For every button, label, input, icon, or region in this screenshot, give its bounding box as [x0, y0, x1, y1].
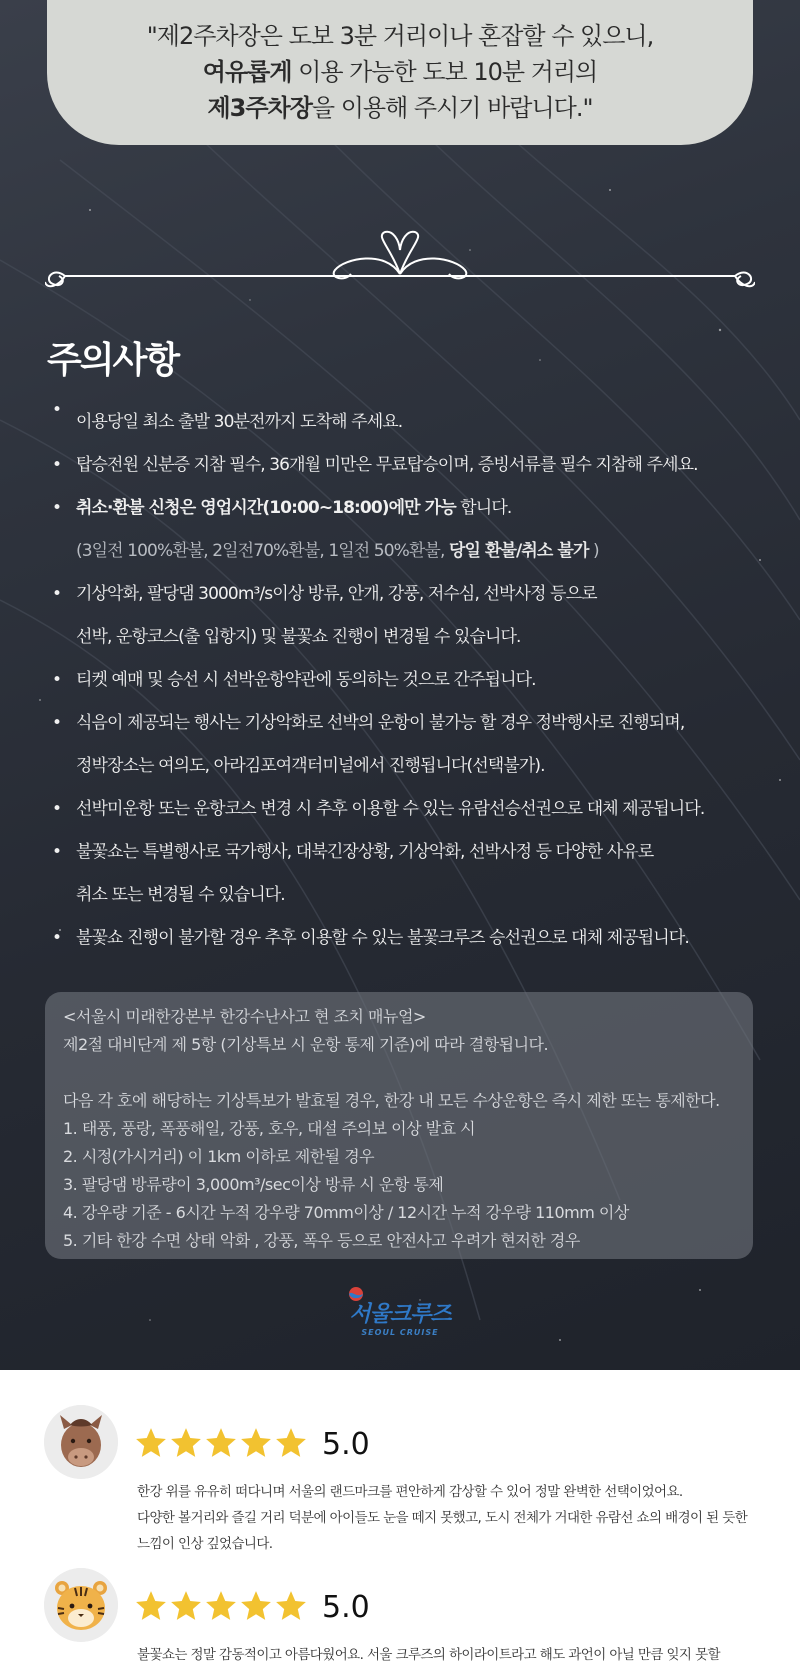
notice-text: 기상악화, 팔당댐 3000m³/s이상 방류, 안개, 강풍, 저수심, 선박사정 등으로 [76, 584, 597, 604]
star-icon [169, 1589, 203, 1623]
notice-text: 티켓 예매 및 승선 시 선박운항약관에 동의하는 것으로 간주됩니다. [76, 670, 536, 690]
notice-item-refund [52, 487, 772, 573]
notice-item [52, 788, 772, 831]
notice-item [52, 702, 772, 788]
star-icon [274, 1589, 308, 1623]
manual-line: 2. 시정(가시거리) 이 1km 이하로 제한될 경우 [63, 1147, 375, 1166]
bullet-icon: • [52, 670, 62, 690]
safety-manual-box [45, 992, 753, 1259]
review-text [137, 1479, 777, 1557]
quote-line-3 [47, 90, 753, 126]
star-icon [274, 1426, 308, 1460]
quote-emphasis-1: 여유롭게 [202, 58, 292, 86]
star-icon [204, 1426, 238, 1460]
bullet-icon: • [52, 799, 62, 819]
notice-item [52, 659, 772, 702]
review-score: 5.0 [322, 1427, 370, 1462]
refund-policy-end: ) [588, 541, 599, 561]
review-line: 불꽃쇼는 정말 감동적이고 아름다웠어요. 서울 크루즈의 하이라이트라고 해도 과언이 아닐 만큼 잊지 못할 [137, 1647, 720, 1661]
notice-text: 취소 또는 변경될 수 있습니다. [76, 885, 285, 905]
bullet-icon: • [52, 400, 62, 420]
notice-title: 주의사항 [47, 340, 179, 381]
star-icon [134, 1426, 168, 1460]
quote-line-3-text: 을 이용해 주시기 바랍니다." [311, 94, 593, 122]
notice-item [52, 444, 772, 487]
horse-avatar [44, 1405, 118, 1479]
manual-line [63, 1059, 735, 1087]
refund-policy-emphasis: 당일 환불/취소 불가 [448, 541, 589, 561]
notice-text: 불꽃쇼는 특별행사로 국가행사, 대북긴장상황, 기상악화, 선박사정 등 다양한 사유로 [76, 842, 654, 862]
manual-line: 4. 강우량 기준 - 6시간 누적 강우량 70mm이상 / 12시간 누적 강우량 110mm 이상 [63, 1203, 629, 1222]
bullet-icon: • [52, 713, 62, 733]
manual-line: <서울시 미래한강본부 한강수난사고 현 조치 매뉴얼> [63, 1007, 426, 1026]
review-line: 한강 위를 유유히 떠다니며 서울의 랜드마크를 편안하게 감상할 수 있어 정말 완벽한 선택이었어요. [137, 1484, 683, 1500]
tiger-icon [44, 1568, 118, 1642]
notice-text: 이용당일 최소 출발 30분전까지 도착해 주세요. [76, 412, 403, 432]
star-rating [134, 1425, 309, 1461]
manual-line: 다음 각 호에 해당하는 기상특보가 발효될 경우, 한강 내 모든 수상운항은 즉시 제한 또는 통제한다. [63, 1091, 720, 1110]
review-text [137, 1642, 777, 1661]
seoul-cruise-logo [330, 1283, 470, 1339]
horse-icon [44, 1405, 118, 1479]
quote-emphasis-2: 제3주차장 [207, 94, 312, 122]
quote-line-1: "제2주차장은 도보 3분 거리이나 혼잡할 수 있으니, [146, 22, 654, 50]
quote-line-2 [47, 54, 753, 90]
notice-text: 불꽃쇼 진행이 불가할 경우 추후 이용할 수 있는 불꽃크루즈 승선권으로 대체 제공됩니다. [76, 928, 689, 948]
notice-item [52, 917, 772, 960]
parking-quote [47, 0, 753, 145]
refund-text: 합니다. [455, 498, 512, 518]
logo-korean: 서울크루즈 [349, 1302, 451, 1327]
notice-text: 선박미운항 또는 운항코스 변경 시 추후 이용할 수 있는 유람선승선권으로 대체 제공됩니다. [76, 799, 705, 819]
star-icon [204, 1589, 238, 1623]
logo-english: SEOUL CRUISE [361, 1328, 439, 1337]
manual-line: 1. 태풍, 풍랑, 폭풍해일, 강풍, 호우, 대설 주의보 이상 발효 시 [63, 1119, 476, 1138]
notice-item [52, 831, 772, 917]
review-line: 느낌이 인상 깊었습니다. [137, 1536, 273, 1552]
manual-line: 5. 기타 한강 수면 상태 악화 , 강풍, 폭우 등으로 안전사고 우려가 현저한 경우 [63, 1231, 580, 1250]
quote-line-2-text: 이용 가능한 도보 10분 거리의 [291, 58, 598, 86]
notice-item [52, 401, 772, 444]
manual-line: 제2절 대비단계 제 5항 (기상특보 시 운항 통제 기준)에 따라 결항됩니다. [63, 1035, 549, 1054]
notice-text: 식음이 제공되는 행사는 기상악화로 선박의 운항이 불가능 할 경우 정박행사로 진행되며, [76, 713, 685, 733]
logo-swirl-icon [347, 1285, 365, 1303]
refund-policy [76, 530, 772, 573]
bullet-icon: • [52, 498, 62, 518]
bullet-icon: • [52, 928, 62, 948]
notice-list [52, 400, 772, 960]
notice-text [76, 487, 772, 530]
star-rating [134, 1588, 309, 1624]
refund-policy-text: (3일전 100%환불, 2일전70%환불, 1일전 50%환불, [76, 541, 449, 561]
notice-text: 정박장소는 여의도, 아라김포여객터미널에서 진행됩니다(선택불가). [76, 756, 545, 776]
review-score: 5.0 [322, 1590, 370, 1625]
star-icon [239, 1589, 273, 1623]
review-line: 다양한 볼거리와 즐길 거리 덕분에 아이들도 눈을 떼지 못했고, 도시 전체가 거대한 유람선 쇼의 배경이 된 듯한 [137, 1510, 748, 1526]
star-icon [134, 1589, 168, 1623]
ornament-divider [45, 230, 755, 290]
bullet-icon: • [52, 584, 62, 604]
refund-emphasis: 취소·환불 신청은 영업시간(10:00~18:00)에만 가능 [76, 498, 456, 518]
star-icon [239, 1426, 273, 1460]
bullet-icon: • [52, 455, 62, 475]
notice-text: 탑승전원 신분증 지참 필수, 36개월 미만은 무료탑승이며, 증빙서류를 필수 지참해 주세요. [76, 455, 698, 475]
tiger-avatar [44, 1568, 118, 1642]
notice-text: 선박, 운항코스(출 입항지) 및 불꽃쇼 진행이 변경될 수 있습니다. [76, 627, 521, 647]
star-icon [169, 1426, 203, 1460]
bullet-icon: • [52, 842, 62, 862]
manual-line: 3. 팔당댐 방류량이 3,000m³/sec이상 방류 시 운항 통제 [63, 1175, 444, 1194]
notice-item [52, 573, 772, 659]
